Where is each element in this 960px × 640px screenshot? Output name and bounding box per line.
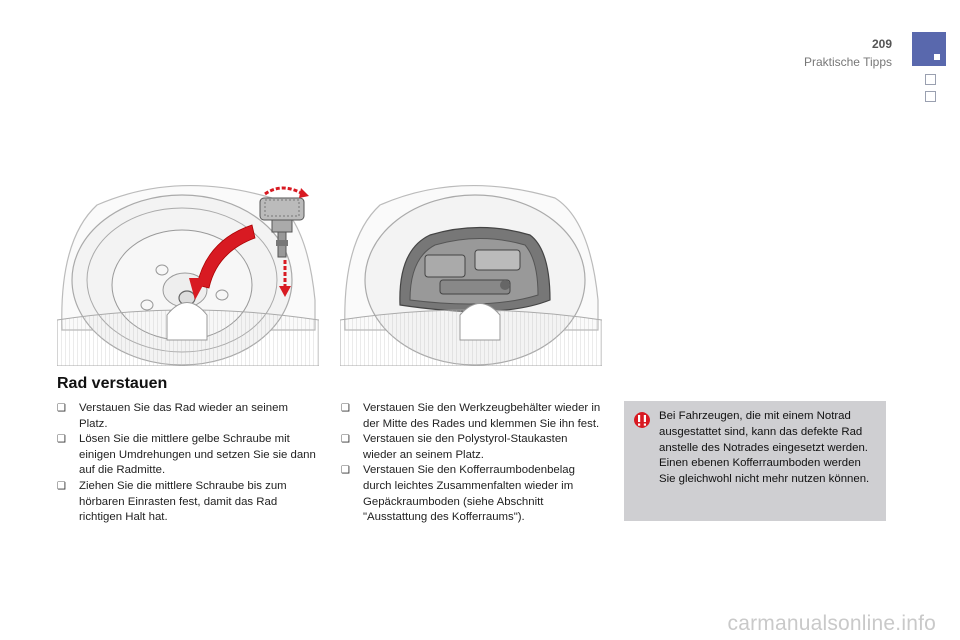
checkbox-bullet-icon: ❑ <box>57 480 66 492</box>
checkbox-bullet-icon: ❑ <box>57 434 66 446</box>
page-number: 209 <box>871 37 892 51</box>
warning-text: Bei Fahrzeugen, die mit einem Notrad ausgestattet sind, kann das defekte Rad anstelle des Notrades eingesetzt werden. Einen ebenen Kofferraumboden werden Sie gleichwohl nicht mehr nutzen können. <box>659 410 870 486</box>
list-item <box>341 463 603 525</box>
list-item <box>57 432 319 479</box>
warning-box <box>624 401 886 521</box>
list-item <box>57 479 319 526</box>
warning-exclamation-icon <box>633 411 651 429</box>
spare-wheel-illustration <box>57 180 319 366</box>
step-text: Verstauen Sie den Kofferraumbodenbelag durch leichtes Zusammenfalten wieder im Gepäckraumboden (siehe Abschnitt "Ausstattung des Kofferraums"). <box>363 464 575 524</box>
checkbox-bullet-icon: ❑ <box>341 465 350 477</box>
checkbox-bullet-icon: ❑ <box>57 403 66 414</box>
chapter-tab[interactable] <box>912 32 946 66</box>
watermark[interactable]: carmanualsonline.info <box>727 612 936 635</box>
chapter-tab-marker <box>934 54 940 60</box>
steps-list-right <box>341 401 603 526</box>
chapter-box-1[interactable] <box>925 74 936 85</box>
toolbox-in-wheel-illustration <box>340 180 602 366</box>
list-item <box>341 401 603 432</box>
steps-list-left <box>57 401 319 526</box>
page-title: Rad verstauen <box>57 375 168 392</box>
checkbox-bullet-icon: ❑ <box>341 403 350 414</box>
step-text: Verstauen sie den Polystyrol-Staukasten wieder an seinem Platz. <box>363 433 568 461</box>
chapter-box-2[interactable] <box>925 91 936 102</box>
checkbox-bullet-icon: ❑ <box>341 434 350 446</box>
step-text: Lösen Sie die mittlere gelbe Schraube mit einigen Umdrehungen und setzen Sie sie dann auf die Radmitte. <box>79 433 316 477</box>
list-item <box>341 432 603 463</box>
step-text: Ziehen Sie die mittlere Schraube bis zum hörbaren Einrasten fest, damit das Rad richtigen Halt hat. <box>79 479 287 524</box>
list-item <box>57 401 319 432</box>
step-text: Verstauen Sie das Rad wieder an seinem Platz. <box>79 402 288 430</box>
section-label: Praktische Tipps <box>803 55 892 69</box>
step-text: Verstauen Sie den Werkzeugbehälter wieder in der Mitte des Rades und klemmen Sie ihn fest. <box>363 402 601 430</box>
